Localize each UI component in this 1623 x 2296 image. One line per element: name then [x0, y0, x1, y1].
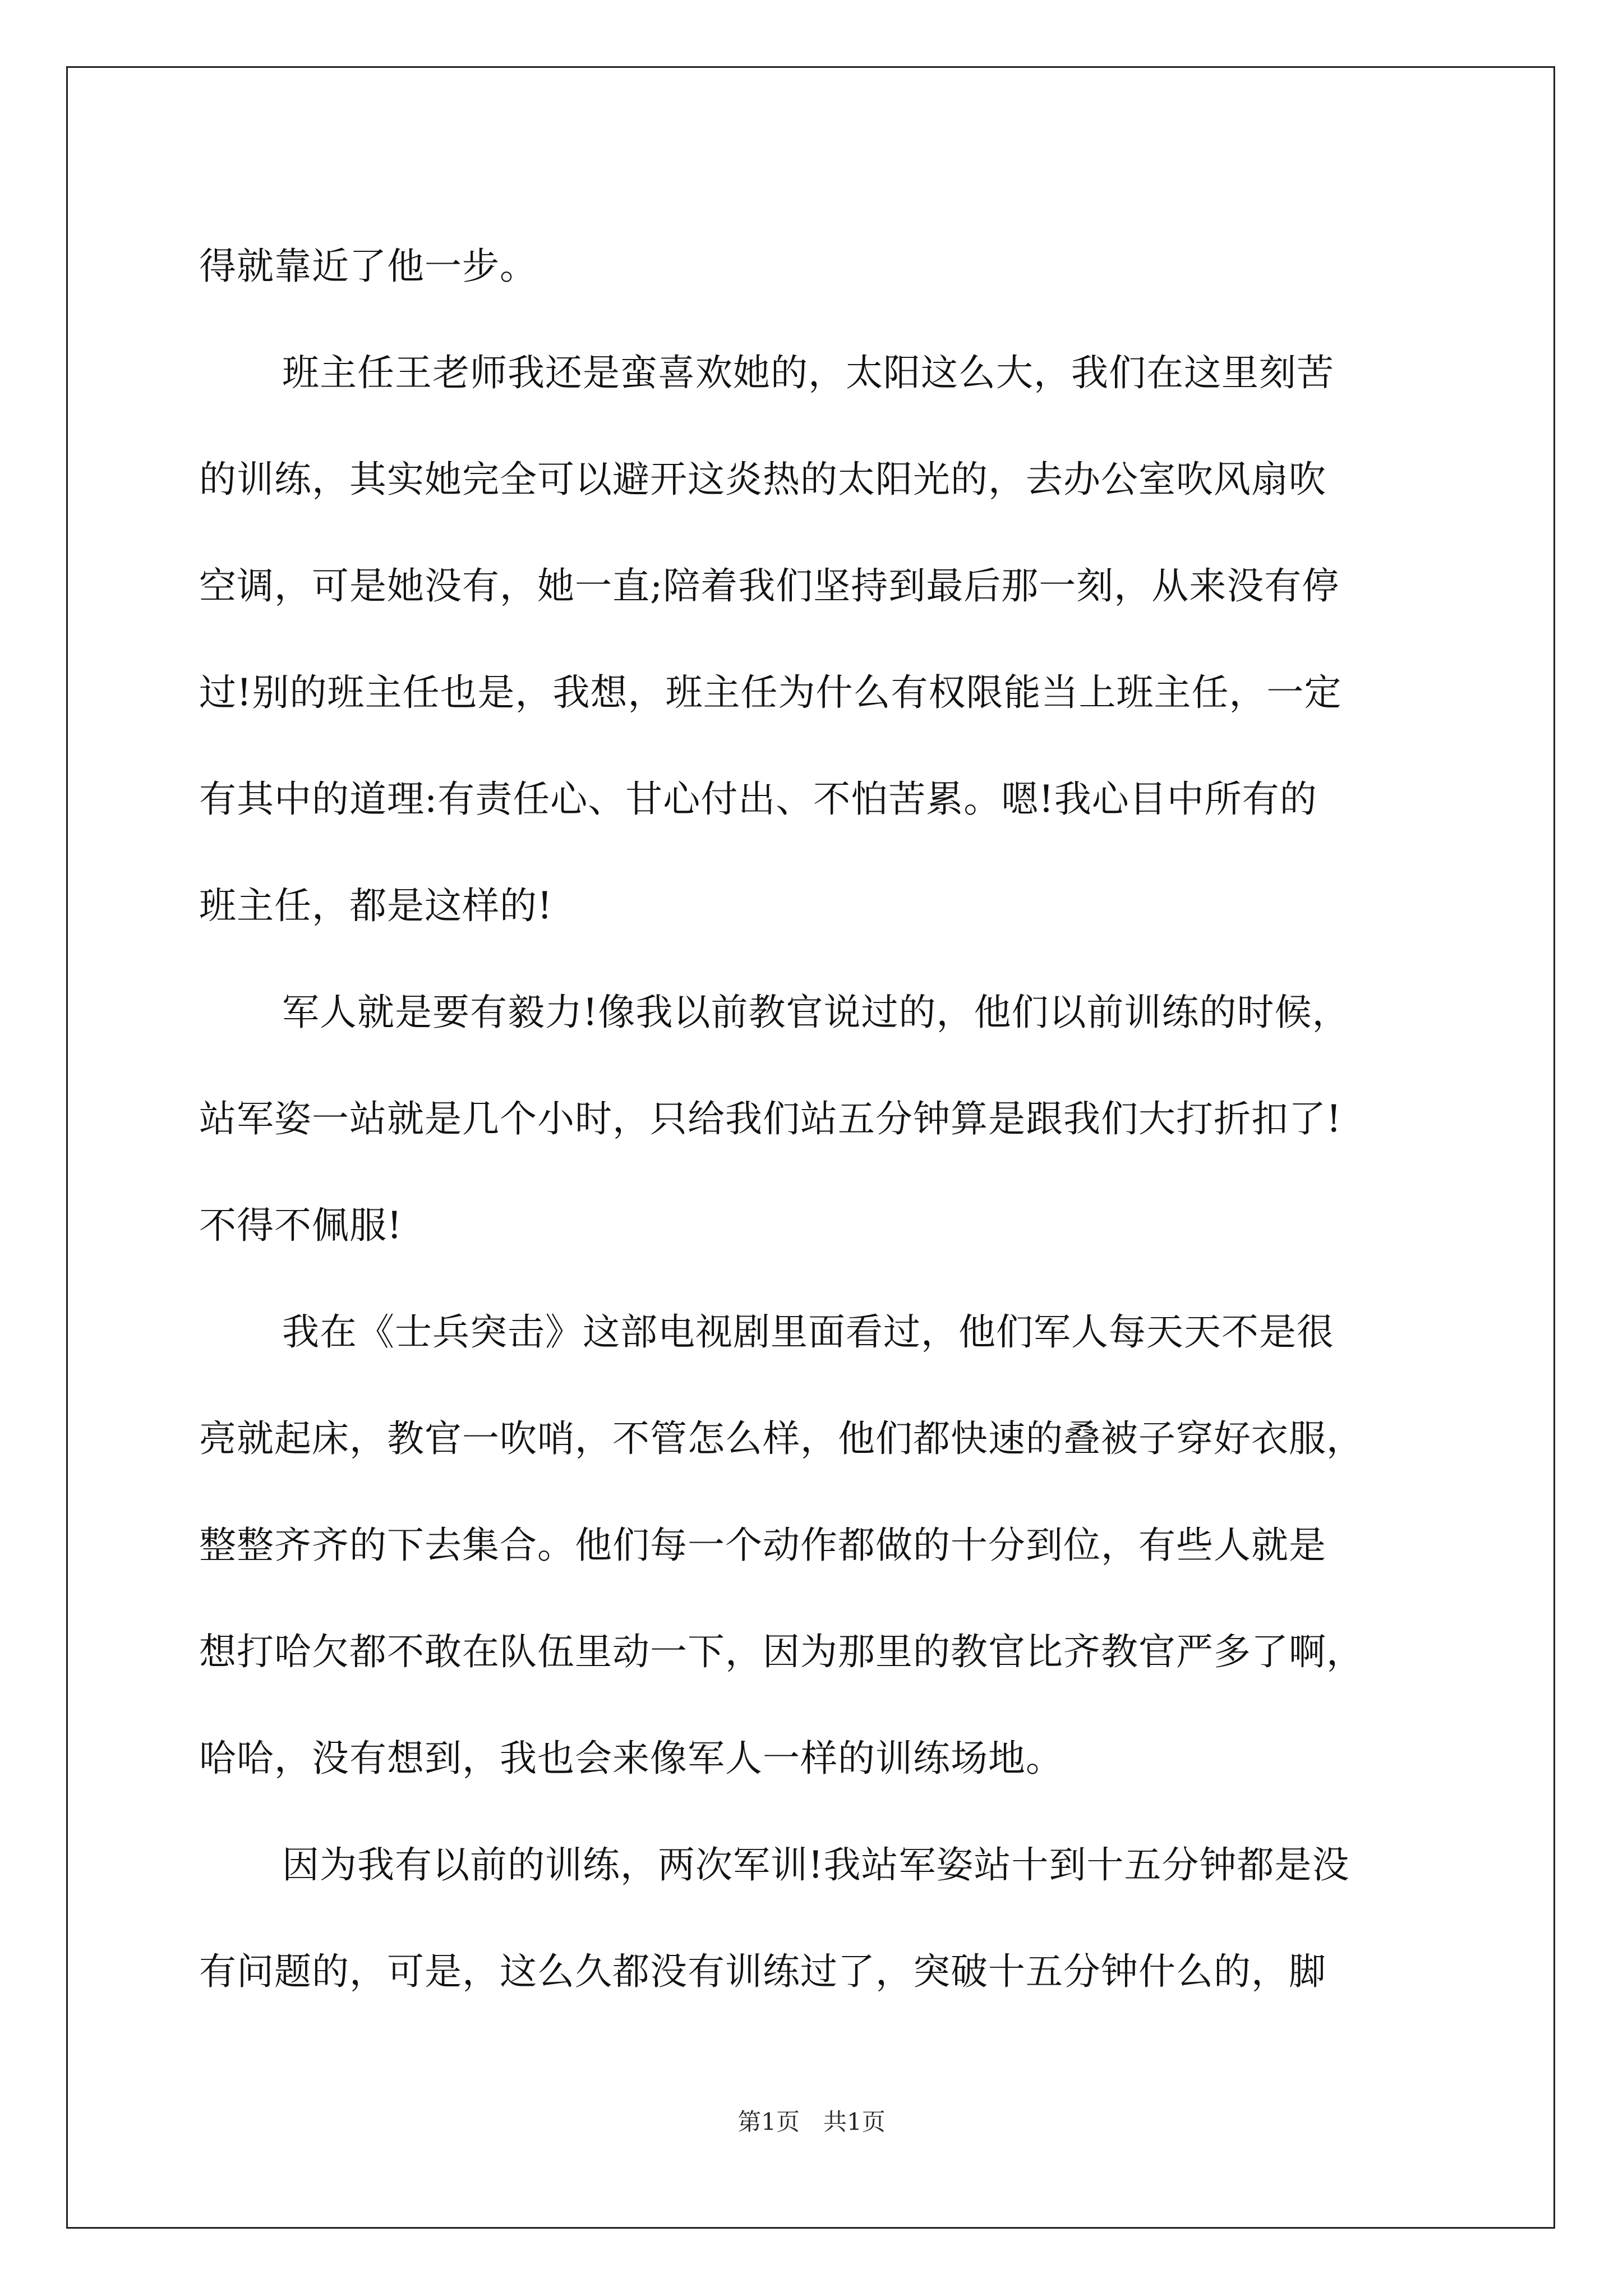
text-line-14: 想打哈欠都不敢在队伍里动一下，因为那里的教官比齐教官严多了啊，: [199, 1630, 1364, 1673]
text-line-9: 站军姿一站就是几个小时，只给我们站五分钟算是跟我们大打折扣了!: [199, 1097, 1342, 1140]
page-number-footer: 第1页 共1页: [737, 2108, 886, 2136]
text-line-7: 班主任，都是这样的!: [199, 884, 553, 927]
document-body: [199, 213, 1422, 2025]
text-line-17: 有问题的，可是，这么久都没有训练过了，突破十五分钟什么的，脚: [199, 1950, 1326, 1993]
text-line-5: 过!别的班主任也是，我想，班主任为什么有权限能当上班主任，一定: [199, 671, 1342, 714]
text-line-3: 的训练，其实她完全可以避开这炎热的太阳光的，去办公室吹风扇吹: [199, 458, 1326, 501]
text-line-8: 军人就是要有毅力!像我以前教官说过的，他们以前训练的时候，: [282, 991, 1350, 1034]
text-line-15: 哈哈，没有想到，我也会来像军人一样的训练场地。: [199, 1737, 1063, 1780]
text-line-10: 不得不佩服!: [199, 1204, 403, 1247]
text-line-4: 空调，可是她没有，她一直;陪着我们坚持到最后那一刻，从来没有停: [199, 564, 1340, 608]
text-line-1: 得就靠近了他一步。: [199, 245, 537, 288]
text-line-12: 亮就起床，教官一吹哨，不管怎么样，他们都快速的叠被子穿好衣服，: [199, 1417, 1364, 1460]
text-line-16: 因为我有以前的训练，两次军训!我站军姿站十到十五分钟都是没: [282, 1843, 1350, 1887]
text-line-6: 有其中的道理:有责任心、甘心付出、不怕苦累。嗯!我心目中所有的: [199, 777, 1317, 821]
text-line-13: 整整齐齐的下去集合。他们每一个动作都做的十分到位，有些人就是: [199, 1524, 1326, 1567]
text-line-11: 我在《士兵突击》这部电视剧里面看过，他们军人每天天不是很: [282, 1310, 1334, 1354]
text-line-2: 班主任王老师我还是蛮喜欢她的，太阳这么大，我们在这里刻苦: [282, 351, 1334, 394]
